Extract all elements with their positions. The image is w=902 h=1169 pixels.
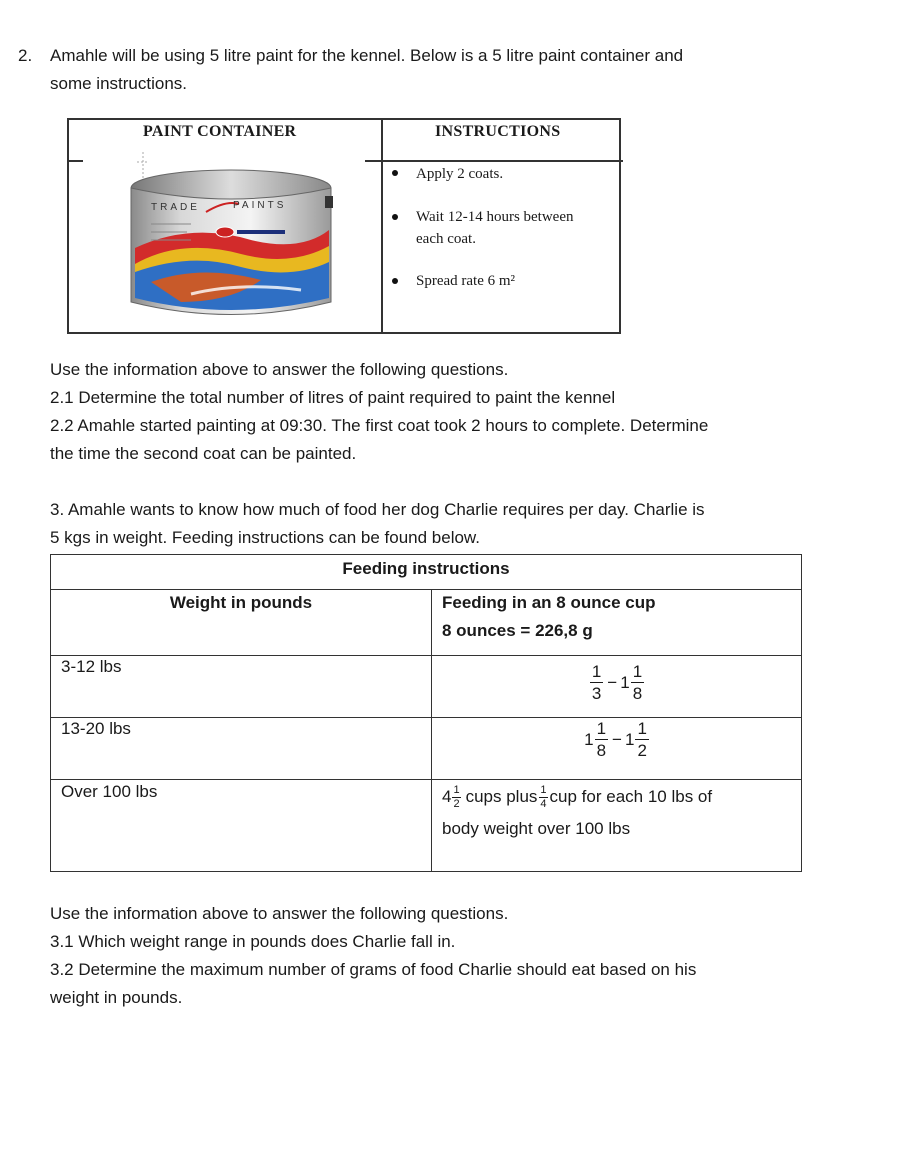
feeding-row-1: $\frac{1}{3}$ − 1 $\frac{1}{8}$ xyxy=(591,662,643,703)
q2-intro-line2: some instructions. xyxy=(50,74,187,93)
instruction-1: Apply 2 coats. xyxy=(416,166,504,182)
q2-lead: Use the information above to answer the following questions. xyxy=(50,360,509,379)
q3-1: 3.1 Which weight range in pounds does Charlie fall in. xyxy=(50,932,456,951)
feed-divider-row1 xyxy=(51,717,801,718)
q3-lead: Use the information above to answer the following questions. xyxy=(50,904,509,923)
question-2-number: 2. xyxy=(18,46,33,65)
can-brand-left: TRADE xyxy=(151,202,200,213)
q3-2-line1: 3.2 Determine the maximum number of grams of food Charlie should eat based on his xyxy=(50,960,697,979)
feeding-row-3-line1: 4 $\frac{1}{2}$ cups plus $\frac{1}{4}$ cup for each 10 lbs of xyxy=(442,783,713,810)
feeding-table xyxy=(50,554,802,872)
q2-2-line1: 2.2 Amahle started painting at 09:30. The first coat took 2 hours to complete. Determine xyxy=(50,416,709,435)
q3-intro-line2: 5 kgs in weight. Feeding instructions can be found below. xyxy=(50,528,480,547)
paint-can-image xyxy=(121,152,341,332)
q3-2-line2: weight in pounds. xyxy=(50,988,183,1007)
q2-2-line2: the time the second coat can be painted. xyxy=(50,444,357,463)
feeding-header-line1: Feeding in an 8 ounce cup xyxy=(442,593,656,612)
bullet-3 xyxy=(392,278,398,284)
q3-intro-line1: 3. Amahle wants to know how much of food her dog Charlie requires per day. Charlie is xyxy=(50,500,705,519)
instruction-2-line1: Wait 12-14 hours between xyxy=(416,209,574,225)
paint-table-header-divider xyxy=(381,160,623,162)
feed-divider-header xyxy=(51,655,801,656)
paint-container-header: PAINT CONTAINER xyxy=(143,123,297,140)
weight-row-3: Over 100 lbs xyxy=(61,782,158,801)
can-brand-right: PAINTS xyxy=(233,200,287,211)
q2-intro-line1: Amahle will be using 5 litre paint for the kennel. Below is a 5 litre paint container and xyxy=(50,46,684,65)
instruction-3: Spread rate 6 m² xyxy=(416,273,516,289)
feeding-row-3-line2: body weight over 100 lbs xyxy=(442,819,631,838)
feeding-table-title: Feeding instructions xyxy=(342,559,510,578)
weight-row-2: 13-20 lbs xyxy=(61,719,131,738)
feeding-header-line2: 8 ounces = 226,8 g xyxy=(442,621,593,640)
paint-table xyxy=(67,118,621,334)
instructions-header: INSTRUCTIONS xyxy=(435,123,561,140)
bullet-2 xyxy=(392,214,398,220)
feed-divider-row2 xyxy=(51,779,801,780)
weight-header: Weight in pounds xyxy=(169,593,313,612)
q2-1: 2.1 Determine the total number of litres of paint required to paint the kennel xyxy=(50,388,616,407)
paint-table-header-divider-left-end xyxy=(365,160,381,162)
bullet-1 xyxy=(392,170,398,176)
feeding-row-2: 1 $\frac{1}{8}$ − 1 $\frac{1}{2}$ xyxy=(584,719,647,760)
paint-table-header-divider-left xyxy=(69,160,83,162)
weight-row-1: 3-12 lbs xyxy=(61,657,122,676)
instruction-2-line2: each coat. xyxy=(416,231,476,247)
paint-table-column-divider xyxy=(381,120,383,332)
